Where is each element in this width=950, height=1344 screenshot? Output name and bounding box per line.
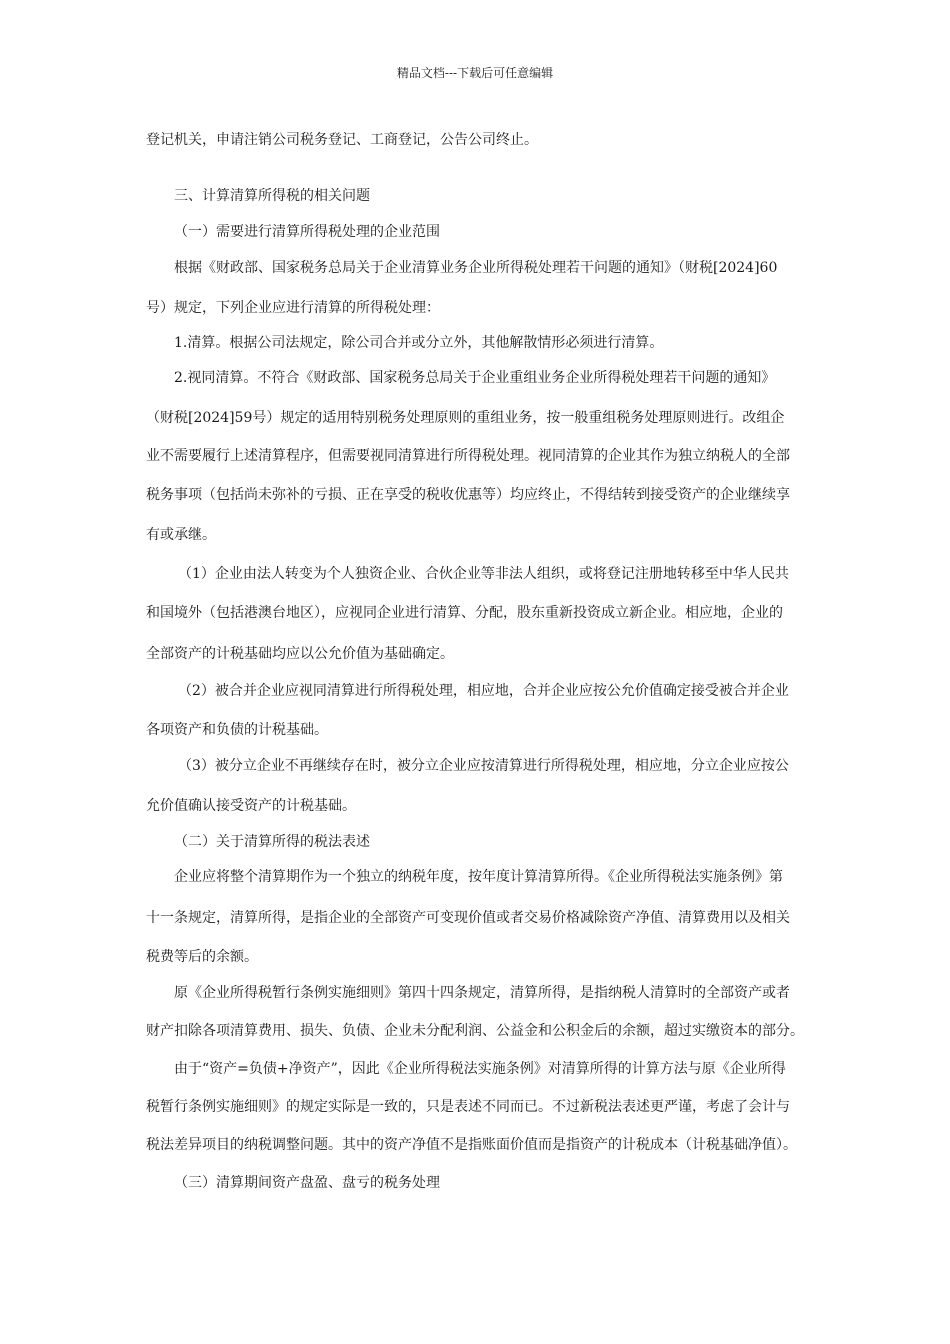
paragraph-line: 号）规定，下列企业应进行清算的所得税处理： [146,300,440,316]
paragraph-line: （2）被合并企业应视同清算进行所得税处理，相应地，合并企业应按公允价值确定接受被合并企业 [178,683,789,699]
paragraph-line: 根据《财政部、国家税务总局关于企业清算业务企业所得税处理若干问题的通知》（财税[2024]60 [174,260,778,276]
paragraph-line: 全部资产的计税基础均应以公允价值为基础确定。 [146,646,454,662]
paragraph-line: 税务事项（包括尚未弥补的亏损、正在享受的税收优惠等）均应终止，不得结转到接受资产的企业继续享 [146,487,790,503]
paragraph-line: 由于“资产=负债+净资产”，因此《企业所得税法实施条例》对清算所得的计算方法与原《企业所得 [174,1061,786,1077]
paragraph-line: 十一条规定，清算所得，是指企业的全部资产可变现价值或者交易价格减除资产净值、清算费用以及相关 [146,910,790,926]
paragraph-line: 税暂行条例实施细则》的规定实际是一致的，只是表述不同而已。不过新税法表述更严谨，考虑了会计与 [146,1099,790,1115]
paragraph-line: 有或承继。 [146,527,216,543]
paragraph-line: 财产扣除各项清算费用、损失、负债、企业未分配利润、公益金和公积金后的余额，超过实缴资本的部分。 [146,1023,804,1039]
paragraph-line: （3）被分立企业不再继续存在时，被分立企业应按清算进行所得税处理，相应地，分立企业应按公 [178,758,789,774]
paragraph-line: 1.清算。根据公司法规定，除公司合并或分立外，其他解散情形必须进行清算。 [174,335,664,351]
paragraph-line: 原《企业所得税暂行条例实施细则》第四十四条规定，清算所得，是指纳税人清算时的全部资产或者 [174,985,790,1001]
page-header: 精品文档---下载后可任意编辑 [396,66,554,80]
paragraph-line: 税法差异项目的纳税调整问题。其中的资产净值不是指账面价值而是指资产的计税成本（计税基础净值）。 [146,1137,797,1153]
paragraph-line: （财税[2024]59号）规定的适用特别税务处理原则的重组业务，按一般重组税务处理原则进行。改组企 [146,410,785,426]
paragraph-line: 企业应将整个清算期作为一个独立的纳税年度，按年度计算清算所得。《企业所得税法实施条例》第 [174,869,783,885]
subsection-heading: （一）需要进行清算所得税处理的企业范围 [174,224,440,240]
paragraph-line: 登记机关，申请注销公司税务登记、工商登记，公告公司终止。 [146,132,538,148]
subsection-heading: （二）关于清算所得的税法表述 [174,834,370,850]
section-heading: 三、计算清算所得税的相关问题 [174,188,370,204]
paragraph-line: 各项资产和负债的计税基础。 [146,722,328,738]
paragraph-line: （1）企业由法人转变为个人独资企业、合伙企业等非法人组织，或将登记注册地转移至中华人民共 [178,566,789,582]
subsection-heading: （三）清算期间资产盘盈、盘亏的税务处理 [174,1175,440,1191]
paragraph-line: 和国境外（包括港澳台地区），应视同企业进行清算、分配，股东重新投资成立新企业。相应地，企业的 [146,605,783,621]
paragraph-line: 税费等后的余额。 [146,949,258,965]
paragraph-line: 2.视同清算。不符合《财政部、国家税务总局关于企业重组业务企业所得税处理若干问题的通知》 [174,370,776,386]
paragraph-line: 允价值确认接受资产的计税基础。 [146,798,356,814]
paragraph-line: 业不需要履行上述清算程序，但需要视同清算进行所得税处理。视同清算的企业其作为独立纳税人的全部 [146,448,790,464]
